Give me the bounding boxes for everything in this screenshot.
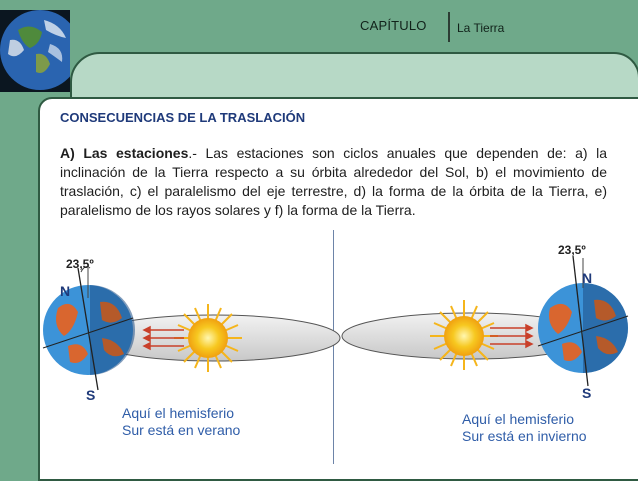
right-angle-label: 23,5º xyxy=(558,243,586,257)
paragraph-lead: A) Las estaciones xyxy=(60,145,189,161)
left-sun xyxy=(174,304,242,372)
left-earth xyxy=(43,267,135,390)
chapter-label: CAPÍTULO xyxy=(360,18,427,33)
left-diagram xyxy=(43,257,340,438)
left-caption-line1: Aquí el hemisferio xyxy=(122,405,235,421)
paragraph-rest: .- Las estaciones son ciclos anuales que dependen de: a) la inclinación de la Tierra respecto a su órbita alrededor del Sol, b) el movimiento de traslación, c) el paralelismo del eje terrestre, d) la forma de la órbita de la Tierra, e) paralelismo de los rayos solares y f) la forma de la Tierra. xyxy=(60,145,607,218)
seasons-diagram xyxy=(38,228,636,468)
chapter-name: La Tierra xyxy=(457,21,505,35)
left-south-label: S xyxy=(86,387,96,403)
earth-logo xyxy=(0,10,70,92)
header-divider xyxy=(448,12,450,42)
right-north-label: N xyxy=(582,270,593,286)
right-sun xyxy=(430,300,498,370)
right-caption-line2: Sur está en invierno xyxy=(462,428,587,444)
left-north-label: N xyxy=(60,283,71,299)
right-caption-line1: Aquí el hemisferio xyxy=(462,411,575,427)
header-band xyxy=(0,0,638,48)
right-sun-rays-arrows xyxy=(490,325,532,347)
section-title: CONSECUENCIAS DE LA TRASLACIÓN xyxy=(60,110,306,125)
left-caption-line2: Sur está en verano xyxy=(122,422,241,438)
left-angle-label: 23,5º xyxy=(66,257,94,271)
left-sun-rays-arrows xyxy=(144,327,184,349)
right-diagram xyxy=(342,243,628,444)
body-paragraph xyxy=(60,144,607,220)
right-south-label: S xyxy=(582,385,592,401)
